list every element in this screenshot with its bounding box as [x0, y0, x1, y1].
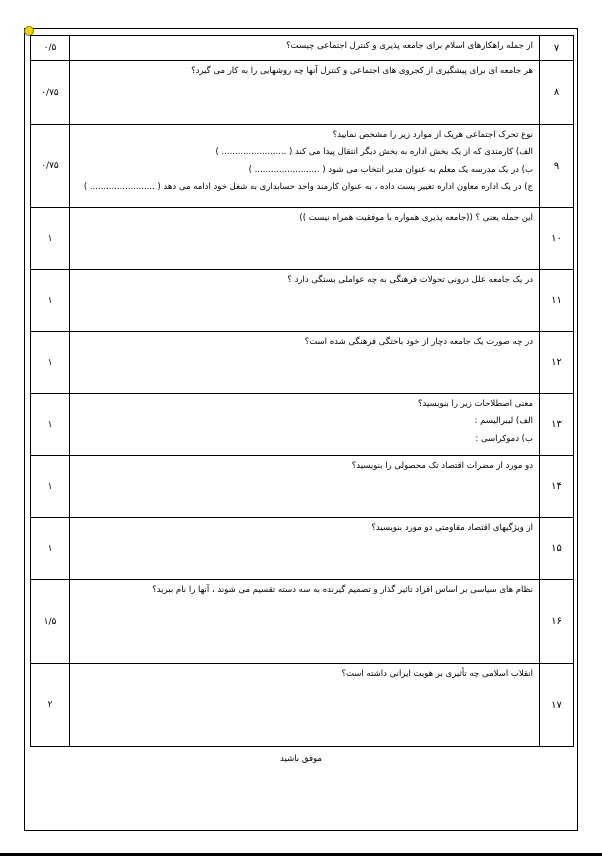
table-row [31, 518, 574, 580]
question-number: ۸ [540, 61, 574, 125]
question-score: ۱ [31, 208, 70, 270]
question-number: ۱۰ [540, 208, 574, 270]
question-score: ۰/۷۵ [31, 61, 70, 125]
question-text [70, 125, 540, 208]
question-number: ۱۶ [540, 580, 574, 664]
question-line: ج) در یک اداره معاون اداره تغییر پست داده ، به عنوان کارمند واحد حسابداری به شغل خود ادامه می دهد ( ........................ ) [83, 182, 533, 193]
question-line: الف) کارمندی که از یک بخش اداره به بخش دیگر انتقال پیدا می کند ( ........................ ) [215, 147, 533, 158]
question-text [70, 580, 540, 664]
question-score: ۲ [31, 664, 70, 747]
question-text [70, 518, 540, 580]
question-line: این جمله یعنی ؟ ((جامعه پذیری همواره با موفقیت همراه نیست )) [299, 213, 533, 223]
question-line: در یک جامعه علل درونی تحولات فرهنگی به چه عواملی بستگی دارد ؟ [287, 275, 533, 285]
question-number: ۱۳ [540, 394, 574, 456]
question-score: ۱ [31, 332, 70, 394]
table-row [31, 664, 574, 747]
table-row [31, 456, 574, 518]
question-line: ب) در یک مدرسه یک معلم به عنوان مدیر انتخاب می شود ( ........................ ) [248, 164, 533, 175]
table-row [31, 208, 574, 270]
question-number: ۱۲ [540, 332, 574, 394]
table-row [31, 270, 574, 332]
question-number: ۷ [540, 36, 574, 61]
table-row [31, 125, 574, 208]
table-row [31, 332, 574, 394]
question-text [70, 394, 540, 456]
question-line: ب) دموکراسی : [475, 433, 533, 444]
question-text [70, 456, 540, 518]
question-score: ۱/۵ [31, 580, 70, 664]
question-score: ۱ [31, 394, 70, 456]
question-line: در چه صورت یک جامعه دچار از خود باختگی فرهنگی شده است؟ [304, 337, 533, 347]
question-text [70, 332, 540, 394]
question-line: معنی اصطلاحات زیر را بنویسید؟ [417, 399, 533, 409]
table-row [31, 36, 574, 61]
table-row [31, 394, 574, 456]
table-row [31, 61, 574, 125]
question-text [70, 36, 540, 61]
question-line: نوع تحرک اجتماعی هریک از موارد زیر را مشخص نمایید؟ [332, 130, 533, 140]
question-number: ۱۷ [540, 664, 574, 747]
table-row [31, 580, 574, 664]
question-line: نظام های سیاسی بر اساس افراد تاثیر گذار و تصمیم گیرنده به سه دسته تقسیم می شوند ، آنها را نام ببرید؟ [152, 585, 533, 595]
question-score: ۰/۵ [31, 36, 70, 61]
question-score: ۱ [31, 456, 70, 518]
question-number: ۱۵ [540, 518, 574, 580]
question-number: ۹ [540, 125, 574, 208]
question-line: دو مورد از مضرات اقتصاد تک محصولی را بنویسید؟ [351, 461, 533, 471]
question-score: ۰/۷۵ [31, 125, 70, 208]
question-score: ۱ [31, 270, 70, 332]
exam-table [30, 35, 574, 747]
question-line: هر جامعه ای برای پیشگیری از کجروی های اجتماعی و کنترل آنها چه روشهایی را به کار می گیرد؟ [191, 66, 533, 76]
question-number: ۱۴ [540, 456, 574, 518]
question-text [70, 270, 540, 332]
question-text [70, 208, 540, 270]
question-text [70, 61, 540, 125]
question-text [70, 664, 540, 747]
footer-text: موفق باشید [280, 754, 322, 764]
question-score: ۱ [31, 518, 70, 580]
question-line: الف) لیبرالیسم : [474, 416, 533, 427]
question-line: از ویژگیهای اقتصاد مقاومتی دو مورد بنویسید؟ [371, 523, 533, 533]
question-line: از جمله راهکارهای اسلام برای جامعه پذیری و کنترل اجتماعی چیست؟ [286, 41, 533, 51]
question-line: انقلاب اسلامی چه تأثیری بر هویت ایرانی داشته است؟ [341, 669, 533, 679]
bottom-rule [0, 853, 602, 856]
question-number: ۱۱ [540, 270, 574, 332]
